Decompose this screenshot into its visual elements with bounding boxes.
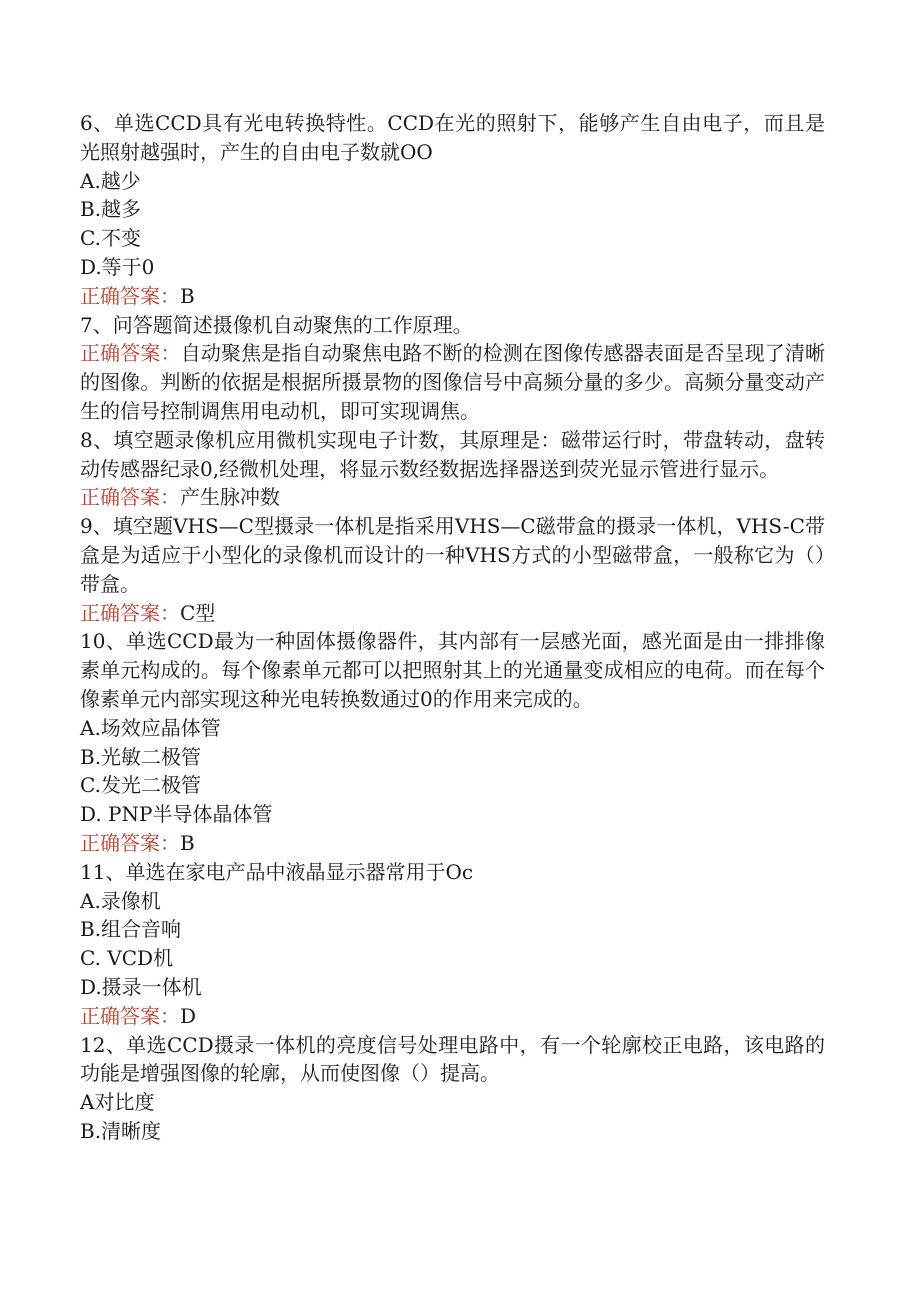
option-c: C.不变 xyxy=(80,226,141,251)
option-d: D.等于0 xyxy=(80,254,155,279)
question-7 xyxy=(80,311,825,426)
answer-value: 产生脉冲数 xyxy=(180,485,280,510)
option-a: A.录像机 xyxy=(80,888,161,913)
option-a: A.越少 xyxy=(80,168,141,193)
question-11 xyxy=(80,858,825,1031)
answer-line xyxy=(80,829,825,858)
option-b: B.光敏二极管 xyxy=(80,744,202,769)
option-b: B.组合音响 xyxy=(80,917,182,942)
option-a: A.场效应晶体管 xyxy=(80,715,221,740)
answer-line xyxy=(80,1002,825,1031)
option-c: C.发光二极管 xyxy=(80,773,201,798)
question-text: 9、填空题VHS—C型摄录一体机是指采用VHS—C磁带盒的摄录一体机，VHS-C带盒是为适应于小型化的录像机而设计的一种VHS方式的小型磁带盒，一般称它为（）带盒。 xyxy=(80,514,825,596)
answer-value: D xyxy=(180,1003,197,1028)
answer-line xyxy=(80,599,825,628)
question-12 xyxy=(80,1031,825,1146)
question-text: 10、单选CCD最为一种固体摄像器件，其内部有一层感光面，感光面是由一排排像素单元构成的。每个像素单元都可以把照射其上的光通量变成相应的电荷。而在每个像素单元内部实现这种光电转换数通过0的作用来完成的。 xyxy=(80,629,825,711)
option-c: C. VCD机 xyxy=(80,946,174,971)
answer-line xyxy=(80,339,825,425)
answer-value: 自动聚焦是指自动聚焦电路不断的检测在图像传感器表面是否呈现了清晰的图像。判断的依据是根据所摄景物的图像信号中高频分量的多少。高频分量变动产生的信号控制调焦用电动机，即可实现调焦。 xyxy=(80,341,826,423)
answer-label: 正确答案： xyxy=(80,830,180,855)
answer-value: B xyxy=(180,830,195,855)
answer-label: 正确答案： xyxy=(80,600,180,625)
answer-line xyxy=(80,483,825,512)
question-text: 6、单选CCD具有光电转换特性。CCD在光的照射下，能够产生自由电子，而且是光照射越强时，产生的自由电子数就OO xyxy=(80,111,825,164)
question-6 xyxy=(80,109,825,311)
answer-label: 正确答案： xyxy=(80,1003,180,1028)
option-d: D. PNP半导体晶体管 xyxy=(80,802,273,827)
question-text: 8、填空题录像机应用微机实现电子计数，其原理是：磁带运行时，带盘转动，盘转动传感器纪录0,经微机处理，将显示数经数据选择器送到荧光显示管进行显示。 xyxy=(80,427,825,481)
option-b: B.清晰度 xyxy=(80,1118,162,1143)
option-d: D.摄录一体机 xyxy=(80,974,202,999)
answer-value: C型 xyxy=(180,600,216,625)
answer-label: 正确答案： xyxy=(80,485,180,510)
answer-label: 正确答案： xyxy=(80,283,180,308)
question-8 xyxy=(80,426,825,512)
question-text: 12、单选CCD摄录一体机的亮度信号处理电路中，有一个轮廓校正电路，该电路的功能是增强图像的轮廓，从而使图像（）提高。 xyxy=(80,1032,825,1086)
answer-label: 正确答案： xyxy=(80,341,181,366)
option-b: B.越多 xyxy=(80,197,142,222)
question-text: 11、单选在家电产品中液晶显示器常用于Oc xyxy=(80,859,474,884)
answer-line xyxy=(80,282,825,311)
option-a: A对比度 xyxy=(80,1090,155,1115)
question-9 xyxy=(80,512,825,627)
question-10 xyxy=(80,627,825,857)
question-text: 7、问答题简述摄像机自动聚焦的工作原理。 xyxy=(80,312,473,337)
answer-value: B xyxy=(180,283,195,308)
document-page xyxy=(80,109,825,1146)
